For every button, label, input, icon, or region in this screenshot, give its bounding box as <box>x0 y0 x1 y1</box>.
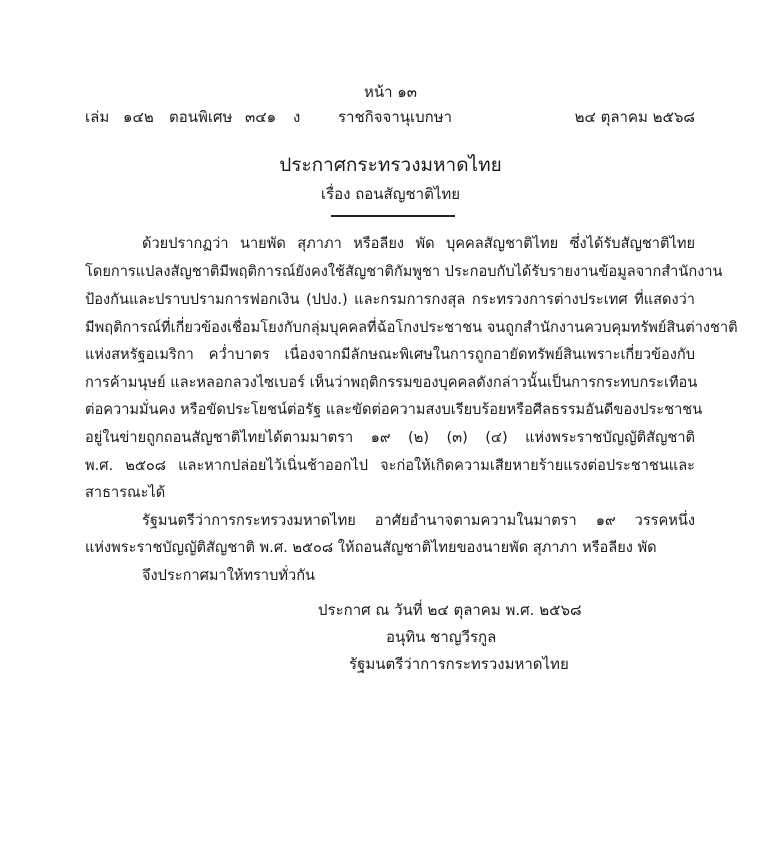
section-letter: ง <box>293 108 301 126</box>
volume-label: เล่ม <box>85 108 110 126</box>
section-label: ตอนพิเศษ <box>169 108 233 126</box>
body-line: อยู่ในข่ายถูกถอนสัญชาติไทยได้ตามมาตรา ๑๙ (๒) (๓) (๔) แห่งพระราชบัญญัติสัญชาติ <box>85 429 695 446</box>
section-number: ๓๔๑ <box>245 108 277 126</box>
body-line: จึงประกาศมาให้ทราบทั่วกัน <box>142 567 316 584</box>
body-line: มีพฤติการณ์ที่เกี่ยวข้องเชื่อมโยงกับกลุ่มบุคคลที่ฉ้อโกงประชาชน จนถูกสำนักงานควบคุมทรัพย์สินต่างชาติ <box>85 319 738 336</box>
body-line: ป้องกันและปราบปรามการฟอกเงิน (ปปง.) และกรมการกงสุล กระทรวงการต่างประเทศ ที่แสดงว่า <box>85 291 695 308</box>
announcement-date: ประกาศ ณ วันที่ ๒๔ ตุลาคม พ.ศ. ๒๕๖๘ <box>318 601 582 619</box>
signatory-name: อนุทิน ชาญวีรกูล <box>386 628 497 646</box>
page-number: หน้า ๑๓ <box>363 83 418 101</box>
announcement-subject: เรื่อง ถอนสัญชาติไทย <box>320 185 461 203</box>
title-divider <box>331 215 455 217</box>
body-line: สาธารณะได้ <box>85 484 166 501</box>
gazette-date: ๒๔ ตุลาคม ๒๕๖๘ <box>574 108 695 126</box>
body-line: ต่อความมั่นคง หรือขัดประโยชน์ต่อรัฐ และขัดต่อความสงบเรียบร้อยหรือศีลธรรมอันดีของประชาชน <box>85 401 703 418</box>
body-line: แห่งสหรัฐอเมริกา คว่ำบาตร เนื่องจากมีลักษณะพิเศษในการถูกอายัดทรัพย์สินเพราะเกี่ยวข้องกับ <box>85 346 695 363</box>
gazette-name: ราชกิจจานุเบกษา <box>338 108 453 126</box>
body-line: ด้วยปรากฏว่า นายพัด สุภาภา หรือลียง พัด บุคคลสัญชาติไทย ซึ่งได้รับสัญชาติไทย <box>142 235 695 252</box>
body-line: การค้ามนุษย์ และหลอกลวงไซเบอร์ เห็นว่าพฤติกรรมของบุคคลดังกล่าวนั้นเป็นการกระทบกระเทือน <box>85 374 698 391</box>
body-line: พ.ศ. ๒๕๐๘ และหากปล่อยไว้เนิ่นช้าออกไป จะก่อให้เกิดความเสียหายร้ายแรงต่อประชาชนและ <box>85 457 695 474</box>
signatory-position: รัฐมนตรีว่าการกระทรวงมหาดไทย <box>349 655 569 673</box>
body-line: รัฐมนตรีว่าการกระทรวงมหาดไทย อาศัยอำนาจตามความในมาตรา ๑๙ วรรคหนึ่ง <box>142 512 695 529</box>
body-line: โดยการแปลงสัญชาติมีพฤติการณ์ยังคงใช้สัญชาติกัมพูชา ประกอบกับได้รับรายงานข้อมูลจากสำนักงาน <box>85 263 723 280</box>
volume-number: ๑๔๒ <box>123 108 154 126</box>
announcement-title: ประกาศกระทรวงมหาดไทย <box>279 154 502 176</box>
body-line: แห่งพระราชบัญญัติสัญชาติ พ.ศ. ๒๕๐๘ ให้ถอนสัญชาติไทยของนายพัด สุภาภา หรือลียง พัด <box>85 539 657 556</box>
